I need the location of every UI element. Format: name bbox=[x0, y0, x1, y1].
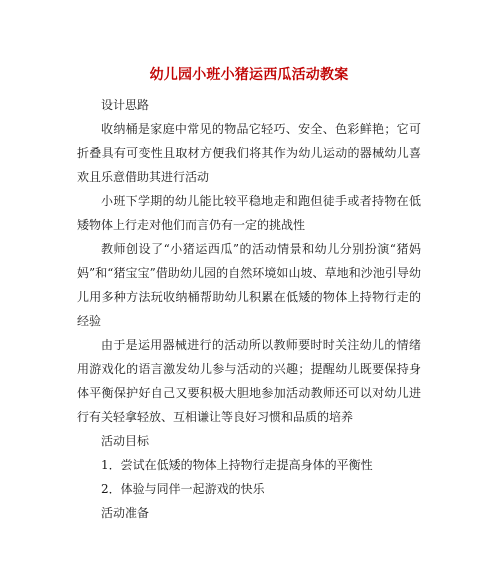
paragraph-teacher-guidance: 由于是运用器械进行的活动所以教师要时时关注幼儿的情绪用游戏化的语言激发幼儿参与活动的兴趣；提醒幼儿既要保持身体平衡保护好自己又要积极大胆地参加活动教师还可以对幼儿进行有关轻拿轻放、互相谦让等良好习惯和品质的培养 bbox=[77, 338, 421, 424]
document-title: 幼儿园小班小猪运西瓜活动教案 bbox=[149, 67, 349, 83]
goal-item-1: 1．尝试在低矮的物体上持物行走提高身体的平衡性 bbox=[101, 458, 373, 472]
section-heading-design: 设计思路 bbox=[101, 98, 150, 112]
document-body bbox=[77, 93, 421, 525]
paragraph-children-ability: 小班下学期的幼儿能比较平稳地走和跑但徒手或者持物在低矮物体上行走对他们而言仍有一定的挑战性 bbox=[77, 194, 421, 232]
paragraph-activity-scenario: 教师创设了“小猪运西瓜”的活动情景和幼儿分别扮演“猪妈妈”和“猪宝宝”借助幼儿园的自然环境如山坡、草地和沙池引导幼儿用多种方法玩收纳桶帮助幼儿积累在低矮的物体上持物行走的经验 bbox=[77, 242, 421, 328]
paragraph-storage-bucket: 收纳桶是家庭中常见的物品它轻巧、安全、色彩鲜艳；它可折叠具有可变性且取材方便我们将其作为幼儿运动的器械幼儿喜欢且乐意借助其进行活动 bbox=[77, 122, 421, 184]
section-heading-preparation: 活动准备 bbox=[101, 506, 150, 520]
goal-item-2: 2．体验与同伴一起游戏的快乐 bbox=[101, 482, 265, 496]
section-heading-goals: 活动目标 bbox=[101, 434, 150, 448]
